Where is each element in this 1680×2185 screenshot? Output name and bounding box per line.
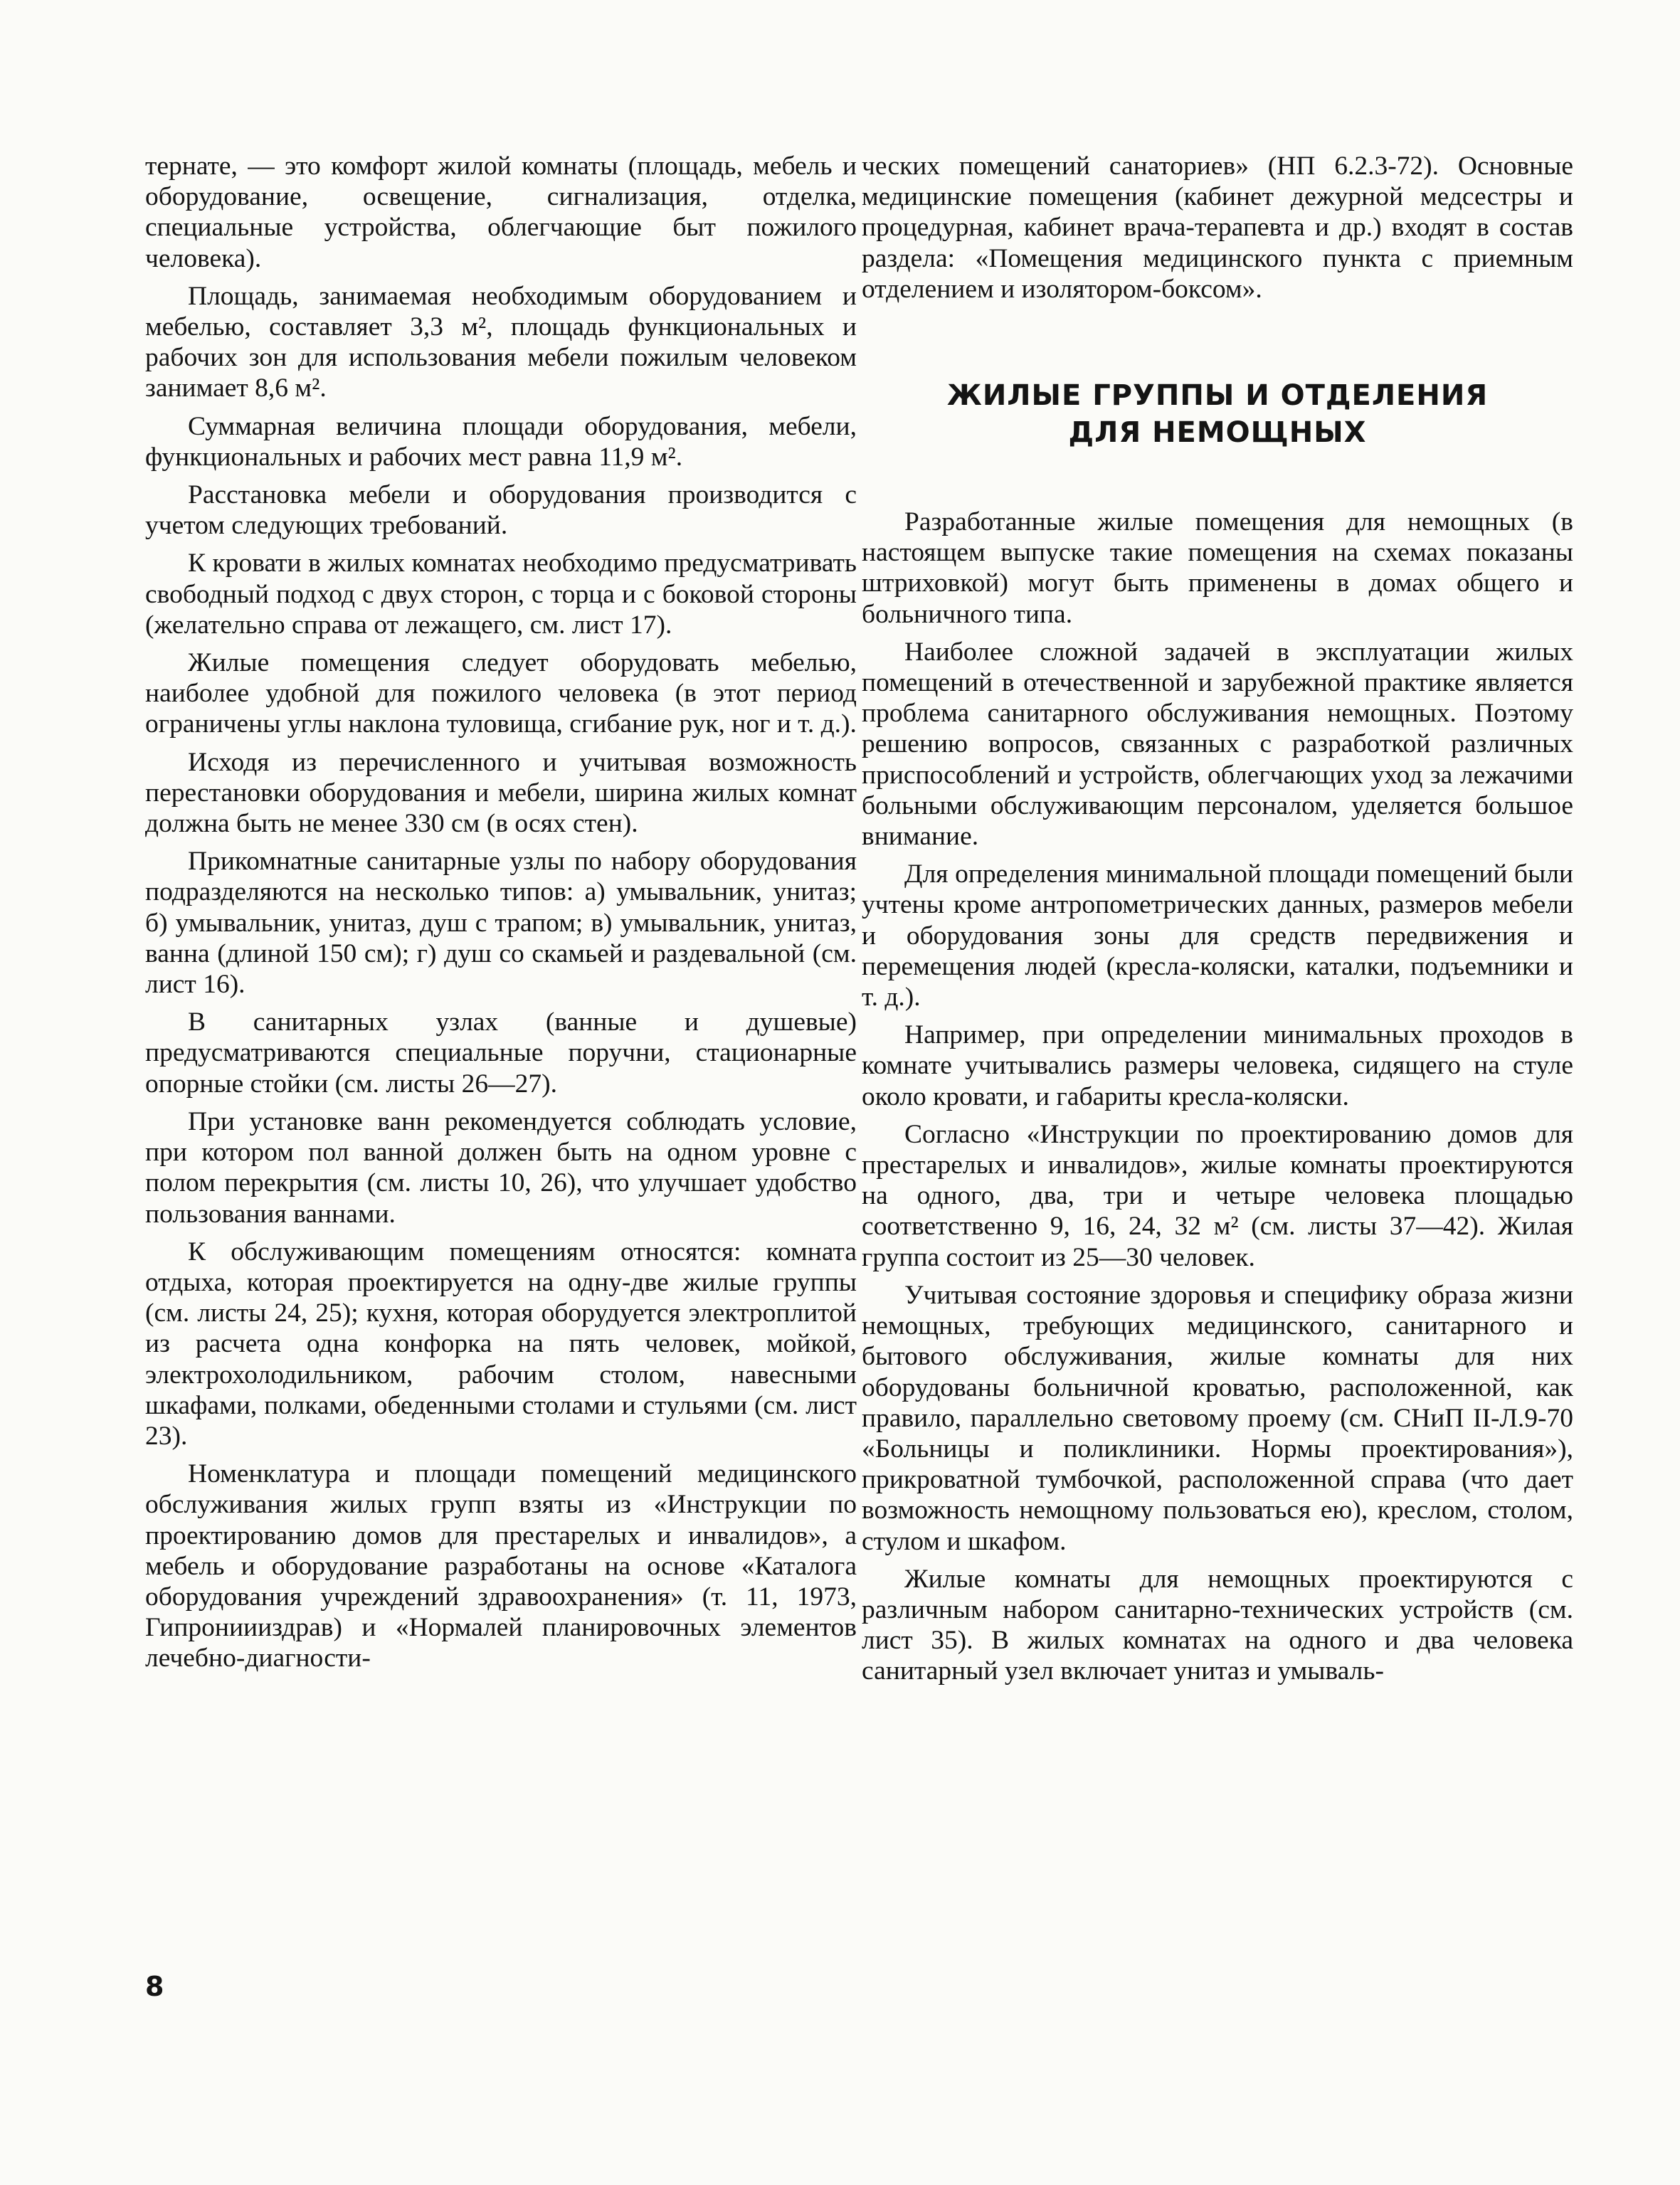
paragraph: Жилые помещения следует оборудовать мебелью, наиболее удобной для пожилого человека (в этот период ограничены углы наклона туловища, сгибание рук, ног и т. д.).: [145, 648, 857, 739]
paragraph: В санитарных узлах (ванные и душевые) предусматриваются специальные поручни, стационарные опорные стойки (см. листы 26—27).: [145, 1007, 857, 1099]
paragraph: К обслуживающим помещениям относятся: комната отдыха, которая проектируется на одну-две жилые группы (см. листы 24, 25); кухня, которая оборудуется электроплитой из расчета одна конфорка на пять человек, мойкой, электрохолодильником, рабочим столом, навесными шкафами, полками, обеденными столами и стульями (см. лист 23).: [145, 1237, 857, 1451]
left-column: [145, 151, 857, 1681]
paragraph: К кровати в жилых комнатах необходимо предусматривать свободный подход с двух сторон, с торца и с боковой стороны (желательно справа от лежащего, см. лист 17).: [145, 549, 857, 640]
paragraph: Площадь, занимаемая необходимым оборудованием и мебелью, составляет 3,3 м², площадь функциональных и рабочих зон для использования мебели пожилым человеком занимает 8,6 м².: [145, 281, 857, 403]
section-title-line: ДЛЯ НЕМОЩНЫХ: [1068, 416, 1367, 450]
paragraph: Номенклатура и площади помещений медицинского обслуживания жилых групп взяты из «Инструкции по проектированию домов для престарелых и инвалидов», а мебель и оборудование разработаны на основе «Каталога оборудования учреждений здравоохранения» (т. 11, 1973, Гипрониииздрав) и «Нормалей планировочных элементов лечебно-диагности-: [145, 1459, 857, 1673]
paragraph: Например, при определении минимальных проходов в комнате учитывались размеры человека, сидящего на стуле около кровати, и габариты кресла-коляски.: [862, 1020, 1573, 1111]
paragraph: Для определения минимальной площади помещений были учтены кроме антропометрических данных, размеров мебели и оборудования зоны для средств передвижения и перемещения людей (кресла-коляски, каталки, подъемники и т. д.).: [862, 859, 1573, 1012]
paragraph: Согласно «Инструкции по проектированию домов для престарелых и инвалидов», жилые комнаты проектируются на одного, два, три и четыре человека площадью соответственно 9, 16, 24, 32 м² (см. листы 37—42). Жилая группа состоит из 25—30 человек.: [862, 1119, 1573, 1272]
paragraph: Жилые комнаты для немощных проектируются с различным набором санитарно-технических устройств (см. лист 35). В жилых комнатах на одного и два человека санитарный узел включает унитаз и умываль-: [862, 1564, 1573, 1686]
paragraph: Суммарная величина площади оборудования, мебели, функциональных и рабочих мест равна 11,9 м².: [145, 411, 857, 472]
paragraph: Учитывая состояние здоровья и специфику образа жизни немощных, требующих медицинского, санитарного и бытового обслуживания, жилые комнаты для них оборудованы больничной кроватью, расположенной, как правило, параллельно световому проему (см. СНиП II-Л.9-70 «Больницы и поликлиники. Нормы проектирования»), прикроватной тумбочкой, расположенной справа (что дает возможность немощному пользоваться ею), креслом, столом, стулом и шкафом.: [862, 1280, 1573, 1556]
paragraph: При установке ванн рекомендуется соблюдать условие, при котором пол ванной должен быть на одном уровне с полом перекрытия (см. листы 10, 26), что улучшает удобство пользования ваннами.: [145, 1106, 857, 1229]
paragraph: ческих помещений санаториев» (НП 6.2.3-72). Основные медицинские помещения (кабинет дежурной медсестры и процедурная, кабинет врача-терапевта и др.) входят в состав раздела: «Помещения медицинского пункта с приемным отделением и изолятором-боксом».: [862, 152, 1573, 304]
paragraph: Наиболее сложной задачей в эксплуатации жилых помещений в отечественной и зарубежной практике является проблема санитарного обслуживания немощных. Поэтому решению вопросов, связанных с разработкой различных приспособлений и устройств, облегчающих уход за лежачими больными обслуживающим персоналом, уделяется большое внимание.: [862, 637, 1573, 852]
page-number: 8: [145, 1971, 164, 2002]
paragraph: Разработанные жилые помещения для немощных (в настоящем выпуске такие помещения на схемах показаны штриховкой) могут быть применены в домах общего и больничного типа.: [862, 507, 1573, 629]
paragraph: Прикомнатные санитарные узлы по набору оборудования подразделяются на несколько типов: а) умывальник, унитаз; б) умывальник, унитаз, душ с трапом; в) умывальник, унитаз, ванна (длиной 150 см); г) душ со скамьей и раздевальной (см. лист 16).: [145, 847, 857, 1000]
right-column: [862, 151, 1573, 1694]
section-title-line: ЖИЛЫЕ ГРУППЫ И ОТДЕЛЕНИЯ: [946, 379, 1489, 413]
section-title: [862, 377, 1573, 451]
paragraph: Исходя из перечисленного и учитывая возможность перестановки оборудования и мебели, ширина жилых комнат должна быть не менее 330 см (в осях стен).: [145, 747, 857, 839]
paragraph: тернате, — это комфорт жилой комнаты (площадь, мебель и оборудование, освещение, сигнализация, отделка, специальные устройства, облегчающие быт пожилого человека).: [145, 152, 857, 273]
paragraph: Расстановка мебели и оборудования производится с учетом следующих требований.: [145, 480, 857, 541]
